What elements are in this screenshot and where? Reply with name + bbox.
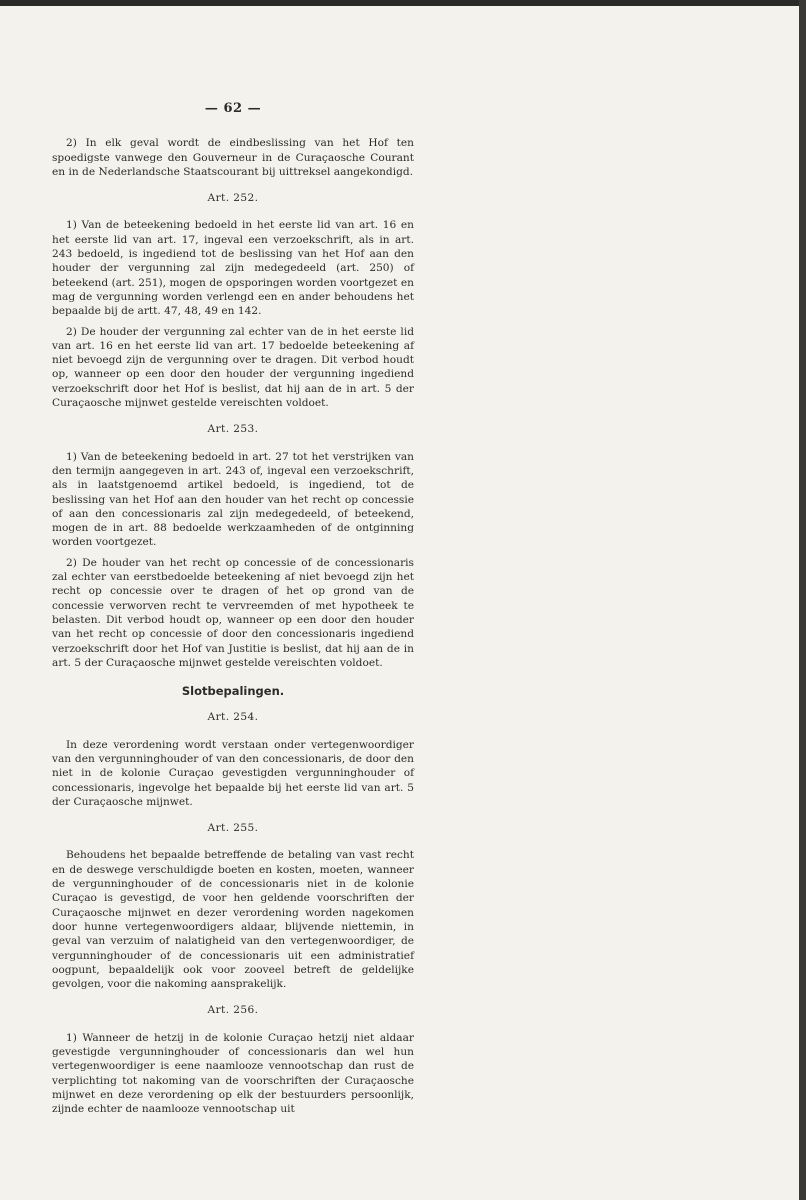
article-heading-253: Art. 253. xyxy=(207,423,259,436)
article-heading-254: Art. 254. xyxy=(207,711,259,724)
paragraph-256-1: 1) Wanneer de hetzij in de kolonie Curaçao hetzij niet aldaar gevestigde vergunninghouder of concessionaris dan wel hun vertegenwoordiger is eene naamlooze vennootschap dan rust de verplichting tot nakoming van de voorschriften der Curaçaosche mijnwet en deze verordening op elk der bestuurders persoonlijk, zijnde echter de naamlooze vennootschap uit xyxy=(52,1031,414,1116)
right-scan-edge xyxy=(799,0,806,1200)
article-heading-255: Art. 255. xyxy=(207,822,259,835)
paragraph-253-1: 1) Van de beteekening bedoeld in art. 27 tot het verstrijken van den termijn aangegeven in art. 243 of, ingeval een verzoekschrift, als in laatstgenoemd artikel bedoeld, is ingediend, tot de beslissing van het Hof aan den houder van het recht op concessie of aan den concessionaris zal zijn medegedeeld, of beteekend, mogen de in art. 88 bedoelde werkzaamheden of de ontginning worden voortgezet. xyxy=(52,450,414,549)
document-page xyxy=(0,6,799,1200)
paragraph-251-2: 2) In elk geval wordt de eindbeslissing van het Hof ten spoedigste vanwege den Gouverneur in de Curaçaosche Courant en in de Nederlandsche Staatscourant bij uittreksel aangekondigd. xyxy=(52,137,414,178)
article-heading-256: Art. 256. xyxy=(207,1004,259,1017)
text-column xyxy=(52,102,414,1123)
page-number: — 62 — xyxy=(204,101,262,116)
paragraph-253-2: 2) De houder van het recht op concessie of de concessionaris zal echter van eerstbedoelde beteekening af niet bevoegd zijn het recht op concessie over te dragen of het op grond van de concessie verworven recht te vervreemden of met hypotheek te belasten. Dit verbod houdt op, wanneer op een door den houder van het recht op concessie of door den concessionaris ingediend verzoekschrift door het Hof van Justitie is beslist, dat hij aan de in art. 5 der Curaçaosche mijnwet gestelde vereischten voldoet. xyxy=(52,556,414,669)
section-heading-slotbepalingen: Slotbepalingen. xyxy=(181,684,285,699)
paragraph-254: In deze verordening wordt verstaan onder vertegenwoordiger van den vergunninghouder of van den concessionaris, de door den niet in de kolonie Curaçao gevestigden vergunninghouder of concessionaris, ingevolge het bepaalde bij het eerste lid van art. 5 der Curaçaosche mijnwet. xyxy=(52,738,414,808)
paragraph-255: Behoudens het bepaalde betreffende de betaling van vast recht en de deswege verschuldigde boeten en kosten, moeten, wanneer de vergunninghouder of de concessionaris niet in de kolonie Curaçao is gevestigd, de voor hen geldende voorschriften der Curaçaosche mijnwet en dezer verordening worden nagekomen door hunne vertegenwoordigers aldaar, blijvende niettemin, in geval van verzuim of nalatigheid van den vertegenwoordiger, de vergunninghouder of de concessionaris uit een administratief oogpunt, bepaaldelijk ook voor zooveel betreft de geldelijke gevolgen, voor die nakoming aansprakelijk. xyxy=(52,849,414,991)
paragraph-252-2: 2) De houder der vergunning zal echter van de in het eerste lid van art. 16 en het eerste lid van art. 17 bedoelde beteekening af niet bevoegd zijn de vergunning over te dragen. Dit verbod houdt op, wanneer op een door den houder der vergunning ingediend verzoekschrift door het Hof is beslist, dat hij aan de in art. 5 der Curaçaosche mijnwet gestelde vereischten voldoet. xyxy=(52,325,414,410)
paragraph-252-1: 1) Van de beteekening bedoeld in het eerste lid van art. 16 en het eerste lid van art. 17, ingeval een verzoekschrift, als in art. 243 bedoeld, is ingediend tot de beslissing van het Hof aan den houder der vergunning zal zijn medegedeeld (art. 250) of beteekend (art. 251), mogen de opsporingen worden voortgezet en mag de vergunning worden verlengd een en ander behoudens het bepaalde bij de artt. 47, 48, 49 en 142. xyxy=(52,219,414,318)
article-heading-252: Art. 252. xyxy=(207,192,259,205)
